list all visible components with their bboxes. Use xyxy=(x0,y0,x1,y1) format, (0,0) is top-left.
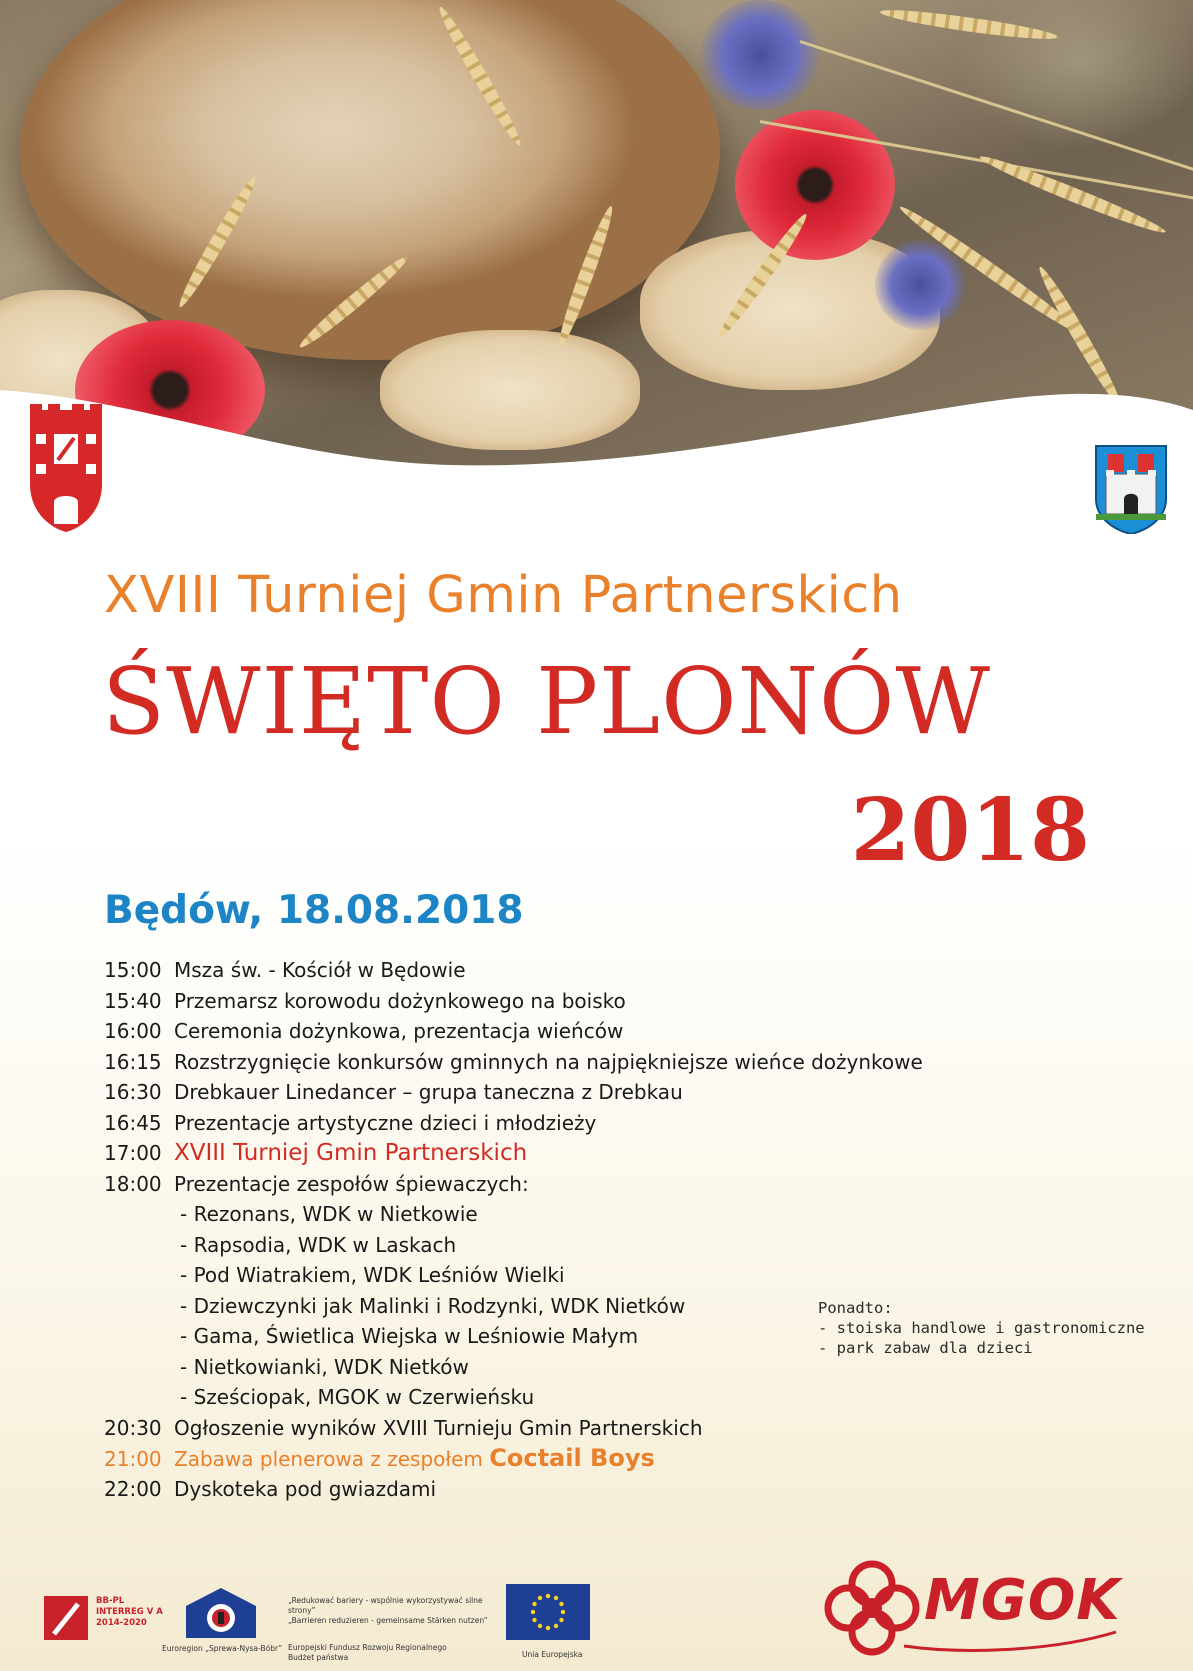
program-row xyxy=(104,1413,1004,1444)
program-time: 16:15 xyxy=(104,1049,162,1074)
program-activity: - Gama, Świetlica Wiejska w Leśniowie Małym xyxy=(180,1324,639,1348)
program-activity: - Sześciopak, MGOK w Czerwieńsku xyxy=(180,1385,535,1409)
program-subitem xyxy=(104,1230,1004,1261)
program-time: 15:00 xyxy=(104,958,162,982)
extras-item: - stoiska handlowe i gastronomiczne xyxy=(818,1319,1145,1337)
wheat-ear xyxy=(879,5,1059,44)
program-time: 17:00 xyxy=(104,1141,162,1165)
program-time: 21:00 xyxy=(104,1447,162,1471)
interreg-mark-icon xyxy=(44,1596,88,1640)
program-row xyxy=(104,1474,1004,1505)
event-subtitle: XVIII Turniej Gmin Partnerskich xyxy=(104,566,903,625)
euroregion-logo xyxy=(162,1586,282,1656)
program-time: 20:30 xyxy=(104,1415,162,1440)
motto-block xyxy=(288,1596,498,1626)
program-activity xyxy=(174,1443,655,1475)
eu-caption: Unia Europejska xyxy=(522,1650,583,1659)
program-row xyxy=(104,1016,1004,1047)
motto-de: „Barrieren reduzieren - gemeinsame Stärken nutzen” xyxy=(288,1616,488,1625)
program-row xyxy=(104,986,1004,1017)
program-time: 18:00 xyxy=(104,1171,162,1196)
cornflower xyxy=(875,240,965,330)
interreg-line: INTERREG V A xyxy=(96,1607,163,1617)
program-time: 16:00 xyxy=(104,1019,162,1043)
program-activity: XVIII Turniej Gmin Partnerskich xyxy=(174,1140,528,1166)
program-activity: Prezentacje zespołów śpiewaczych: xyxy=(174,1171,529,1196)
program-subitem xyxy=(104,1382,1004,1413)
program-row xyxy=(104,1047,1004,1078)
program-time: 15:40 xyxy=(104,988,162,1013)
program-row xyxy=(104,955,1004,986)
program-activity: - Rapsodia, WDK w Laskach xyxy=(180,1232,457,1257)
program-row xyxy=(104,1169,1004,1200)
interreg-line: 2014-2020 xyxy=(96,1618,147,1628)
program-activity: Dyskoteka pod gwiazdami xyxy=(174,1476,437,1501)
euroregion-caption: Euroregion „Sprewa-Nysa-Bóbr” xyxy=(162,1644,283,1653)
program-activity: Ceremonia dożynkowa, prezentacja wieńców xyxy=(174,1019,624,1043)
wheat-ear xyxy=(977,151,1168,239)
program-activity: Ogłoszenie wyników XVIII Turnieju Gmin Partnerskich xyxy=(174,1415,703,1440)
program-activity: Prezentacje artystyczne dzieci i młodzieży xyxy=(174,1110,597,1135)
program-time: 16:30 xyxy=(104,1080,162,1104)
program-subitem xyxy=(104,1199,1004,1230)
program-row-highlight xyxy=(104,1443,1004,1474)
program-time: 16:45 xyxy=(104,1110,162,1135)
extras-box xyxy=(818,1298,1145,1358)
eu-flag-icon xyxy=(506,1584,590,1640)
program-row xyxy=(104,1077,1004,1108)
program-activity: Drebkauer Linedancer – grupa taneczna z Drebkau xyxy=(174,1080,683,1104)
extras-heading: Ponadto: xyxy=(818,1299,893,1317)
program-activity: Przemarsz korowodu dożynkowego na boisko xyxy=(174,988,626,1013)
fund-block xyxy=(288,1643,498,1663)
program-activity: - Pod Wiatrakiem, WDK Leśniów Wielki xyxy=(180,1263,565,1287)
interreg-line: BB-PL xyxy=(96,1596,125,1606)
cornflower xyxy=(700,0,820,110)
program-activity: - Rezonans, WDK w Nietkowie xyxy=(180,1202,478,1226)
mgok-logo-text: MGOK xyxy=(924,1568,1121,1633)
program-row xyxy=(104,1108,1004,1139)
program-activity-text: Zabawa plenerowa z zespołem xyxy=(174,1447,483,1471)
white-wave xyxy=(0,330,1193,470)
extras-item: - park zabaw dla dzieci xyxy=(818,1339,1033,1357)
event-program xyxy=(104,955,1004,1504)
interreg-logo xyxy=(44,1594,174,1642)
hero-photo xyxy=(0,0,1193,470)
drebkau-crest xyxy=(1094,444,1168,534)
euroregion-emblem-icon xyxy=(182,1586,260,1640)
band-name: Coctail Boys xyxy=(489,1444,655,1472)
poster-year: 2018 xyxy=(850,780,1090,881)
eu-logo xyxy=(506,1584,596,1662)
program-row-highlight xyxy=(104,1138,1004,1169)
program-activity: Rozstrzygnięcie konkursów gminnych na najpiękniejsze wieńce dożynkowe xyxy=(174,1049,923,1074)
bedow-crest xyxy=(24,404,108,532)
poster-title: ŚWIĘTO PLONÓW xyxy=(102,648,992,755)
fund-caption: Europejski Fundusz Rozwoju Regionalnego xyxy=(288,1643,447,1652)
program-subitem xyxy=(104,1260,1004,1291)
program-activity: - Dziewczynki jak Malinki i Rodzynki, WDK Nietków xyxy=(180,1293,686,1318)
program-time: 22:00 xyxy=(104,1476,162,1501)
program-activity: - Nietkowianki, WDK Nietków xyxy=(180,1354,469,1379)
budget-caption: Budżet państwa xyxy=(288,1653,349,1662)
place-date: Będów, 18.08.2018 xyxy=(104,888,524,933)
program-activity: Msza św. - Kościół w Będowie xyxy=(174,958,466,982)
mgok-swoosh xyxy=(900,1628,1120,1654)
motto-pl: „Redukować bariery - wspólnie wykorzystywać silne strony” xyxy=(288,1596,483,1615)
